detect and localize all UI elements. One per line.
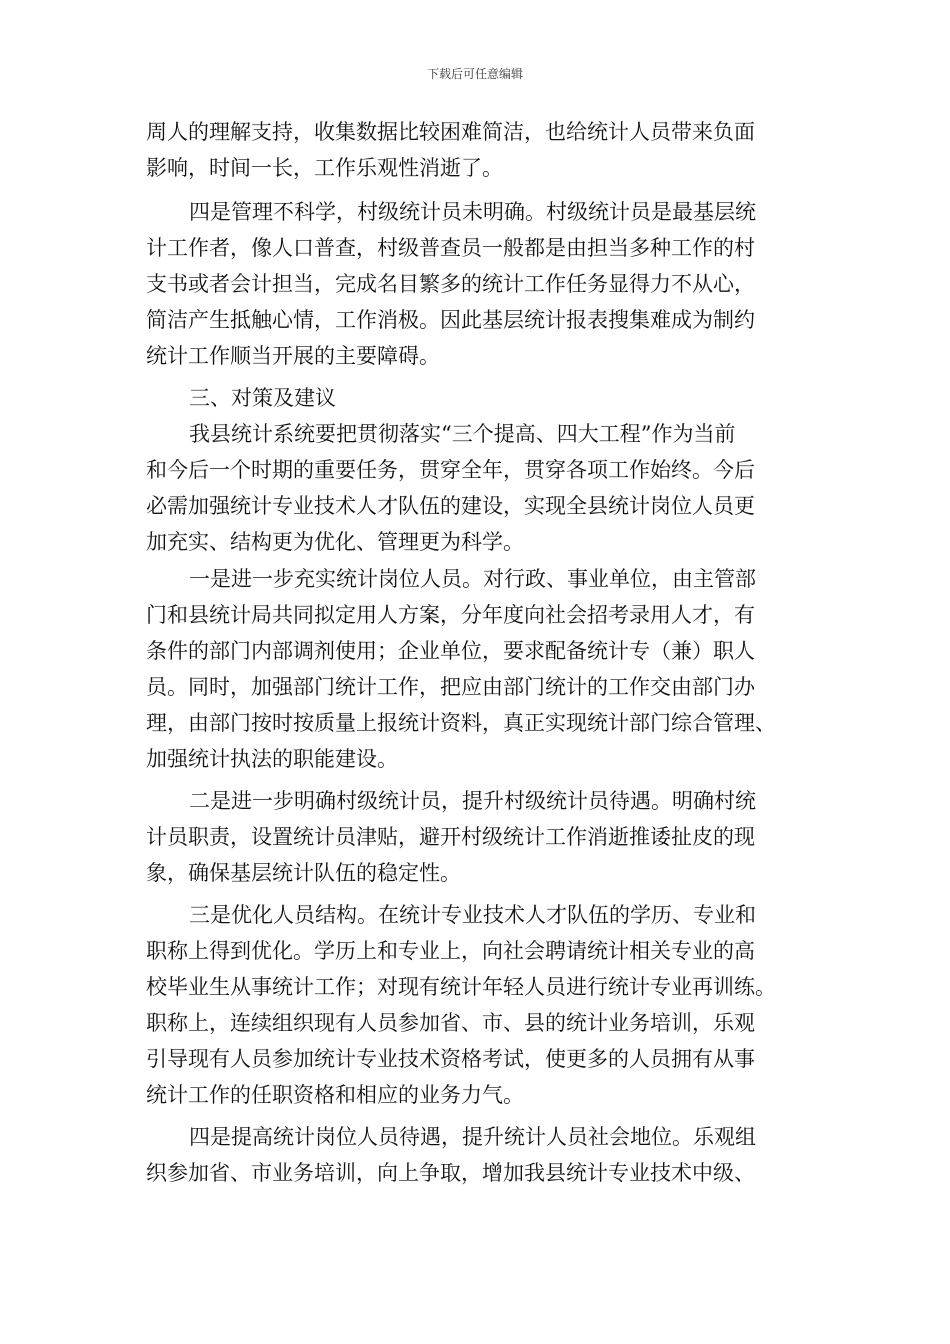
paragraph-start-line: 我县统计系统要把贯彻落实“三个提高、四大工程”作为当前 xyxy=(189,422,736,446)
paragraph-start-line: 四是提高统计岗位人员待遇，提升统计人员社会地位。乐观组 xyxy=(189,1125,756,1149)
text-line: 支书或者会计担当，完成名目繁多的统计工作任务显得力不从心， xyxy=(146,272,755,296)
text-line: 门和县统计局共同拟定用人方案，分年度向社会招考录用人才，有 xyxy=(146,603,755,627)
paragraph-start-line: 三是优化人员结构。在统计专业技术人才队伍的学历、专业和 xyxy=(189,903,756,927)
text-line: 校毕业生从事统计工作；对现有统计年轻人员进行统计专业再训练。 xyxy=(146,975,776,999)
text-line: 条件的部门内部调剂使用；企业单位，要求配备统计专（兼）职人 xyxy=(146,639,755,663)
text-line: 统计工作顺当开展的主要障碍。 xyxy=(146,344,440,368)
text-line: 计工作者，像人口普查，村级普查员一般都是由担当多种工作的村 xyxy=(146,236,755,260)
text-line: 统计工作的任职资格和相应的业务力气。 xyxy=(146,1083,524,1107)
text-line: 象，确保基层统计队伍的稳定性。 xyxy=(146,861,461,885)
text-line: 职称上，连续组织现有人员参加省、市、县的统计业务培训，乐观 xyxy=(146,1011,755,1035)
text-line: 和今后一个时期的重要任务，贯穿全年，贯穿各项工作始终。今后 xyxy=(146,458,755,482)
paragraph-start-line: 二是进一步明确村级统计员，提升村级统计员待遇。明确村统 xyxy=(189,789,756,813)
page-header: 下载后可任意编辑 xyxy=(426,67,523,81)
text-line: 理，由部门按时按质量上报统计资料，真正实现统计部门综合管理、 xyxy=(146,711,776,735)
text-line: 员。同时，加强部门统计工作，把应由部门统计的工作交由部门办 xyxy=(146,675,755,699)
text-line: 加充实、结构更为优化、管理更为科学。 xyxy=(146,530,524,554)
text-line: 职称上得到优化。学历上和专业上，向社会聘请统计相关专业的高 xyxy=(146,939,755,963)
text-line: 加强统计执法的职能建设。 xyxy=(146,747,398,771)
text-line: 周人的理解支持，收集数据比较困难简洁，也给统计人员带来负面 xyxy=(146,120,755,144)
text-line: 引导现有人员参加统计专业技术资格考试，使更多的人员拥有从事 xyxy=(146,1047,755,1071)
paragraph-start-line: 四是管理不科学，村级统计员未明确。村级统计员是最基层统 xyxy=(189,200,756,224)
text-line: 必需加强统计专业技术人才队伍的建设，实现全县统计岗位人员更 xyxy=(146,494,755,518)
paragraph-start-line: 一是进一步充实统计岗位人员。对行政、事业单位，由主管部 xyxy=(189,567,756,591)
section-heading: 三、对策及建议 xyxy=(189,386,336,410)
text-line: 简洁产生抵触心情，工作消极。因此基层统计报表搜集难成为制约 xyxy=(146,308,755,332)
text-line: 计员职责，设置统计员津贴，避开村级统计工作消逝推诿扯皮的现 xyxy=(146,825,755,849)
text-line: 织参加省、市业务培训，向上争取，增加我县统计专业技术中级、 xyxy=(146,1161,755,1185)
text-line: 影响，时间一长，工作乐观性消逝了。 xyxy=(146,156,503,180)
